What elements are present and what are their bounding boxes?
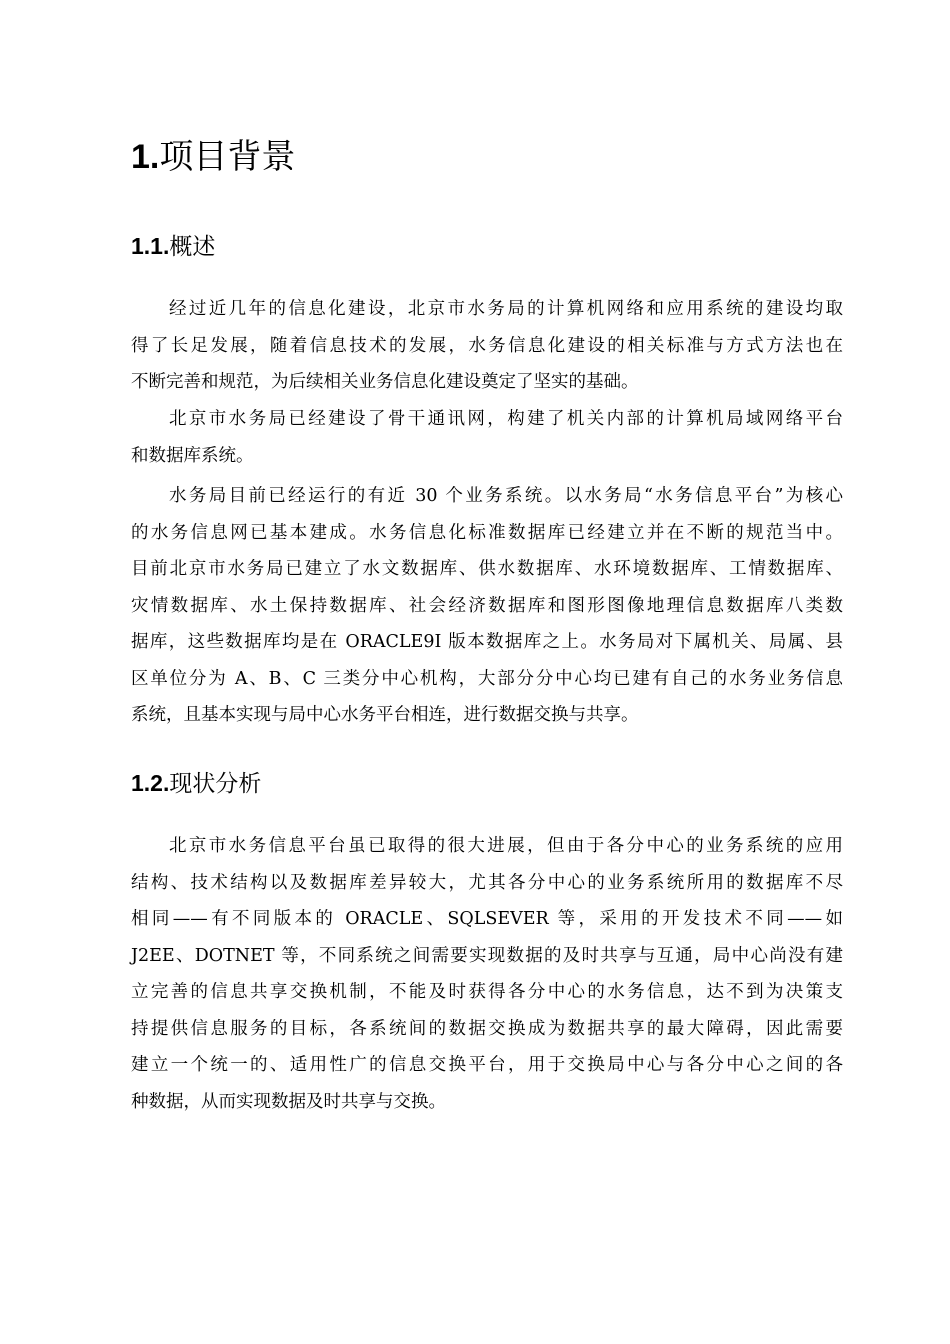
text-line: 持提供信息服务的目标，各系统间的数据交换成为数据共享的最大障碍，因此需要 [131,1018,843,1039]
section-title: 概述 [169,233,216,259]
text-line: 相同——有不同版本的 ORACLE、SQLSEVER 等，采用的开发技术不同——如 [131,909,843,929]
text-line: 不断完善和规范，为后续相关业务信息化建设奠定了坚实的基础。 [131,372,639,392]
text-line: 目前北京市水务局已建立了水文数据库、供水数据库、水环境数据库、工情数据库、 [131,559,843,579]
paragraph-overview-3 [131,478,843,734]
section-number: 1.1. [131,233,170,259]
section-heading-overview [131,230,215,262]
section-heading-status-analysis [131,767,261,799]
text-line: 水务局目前已经运行的有近 30 个业务系统。以水务局“水务信息平台”为核心 [169,486,843,506]
text-line: 和数据库系统。 [131,445,254,466]
text-line: 得了长足发展，随着信息技术的发展，水务信息化建设的相关标准与方式方法也在 [131,335,843,356]
chapter-title: 项目背景 [159,138,296,176]
text-line: 建立一个统一的、适用性广的信息交换平台，用于交换局中心与各分中心之间的各 [131,1055,843,1075]
text-line: 的水务信息网已基本建成。水务信息化标准数据库已经建立并在不断的规范当中。 [131,522,843,543]
text-line: J2EE、DOTNET 等，不同系统之间需要实现数据的及时共享与互通，局中心尚没有建 [131,945,843,966]
text-line: 区单位分为 A、B、C 三类分中心机构，大部分分中心均已建有自己的水务业务信息 [131,668,843,689]
chapter-number: 1. [131,138,160,176]
text-line: 据库，这些数据库均是在 ORACLE9I 版本数据库之上。水务局对下属机关、局属、县 [131,632,843,652]
text-line: 灾情数据库、水土保持数据库、社会经济数据库和图形图像地理信息数据库八类数 [131,595,843,616]
section-title: 现状分析 [169,770,262,796]
text-line: 北京市水务局已经建设了骨干通讯网，构建了机关内部的计算机局域网络平台 [169,409,843,429]
paragraph-status-analysis [131,828,843,1120]
chapter-heading [131,133,295,181]
section-number: 1.2. [131,770,170,796]
paragraph-overview-2 [131,401,843,474]
text-line: 立完善的信息共享交换机制，不能及时获得各分中心的水务信息，达不到为决策支 [131,982,843,1002]
text-line: 结构、技术结构以及数据库差异较大，尤其各分中心的业务系统所用的数据库不尽 [131,872,843,893]
text-line: 种数据，从而实现数据及时共享与交换。 [131,1091,446,1112]
text-line: 经过近几年的信息化建设，北京市水务局的计算机网络和应用系统的建设均取 [169,299,843,319]
paragraph-overview-1 [131,291,843,401]
text-line: 系统，且基本实现与局中心水务平台相连，进行数据交换与共享。 [131,705,639,725]
text-line: 北京市水务信息平台虽已取得的很大进展，但由于各分中心的业务系统的应用 [169,836,843,856]
